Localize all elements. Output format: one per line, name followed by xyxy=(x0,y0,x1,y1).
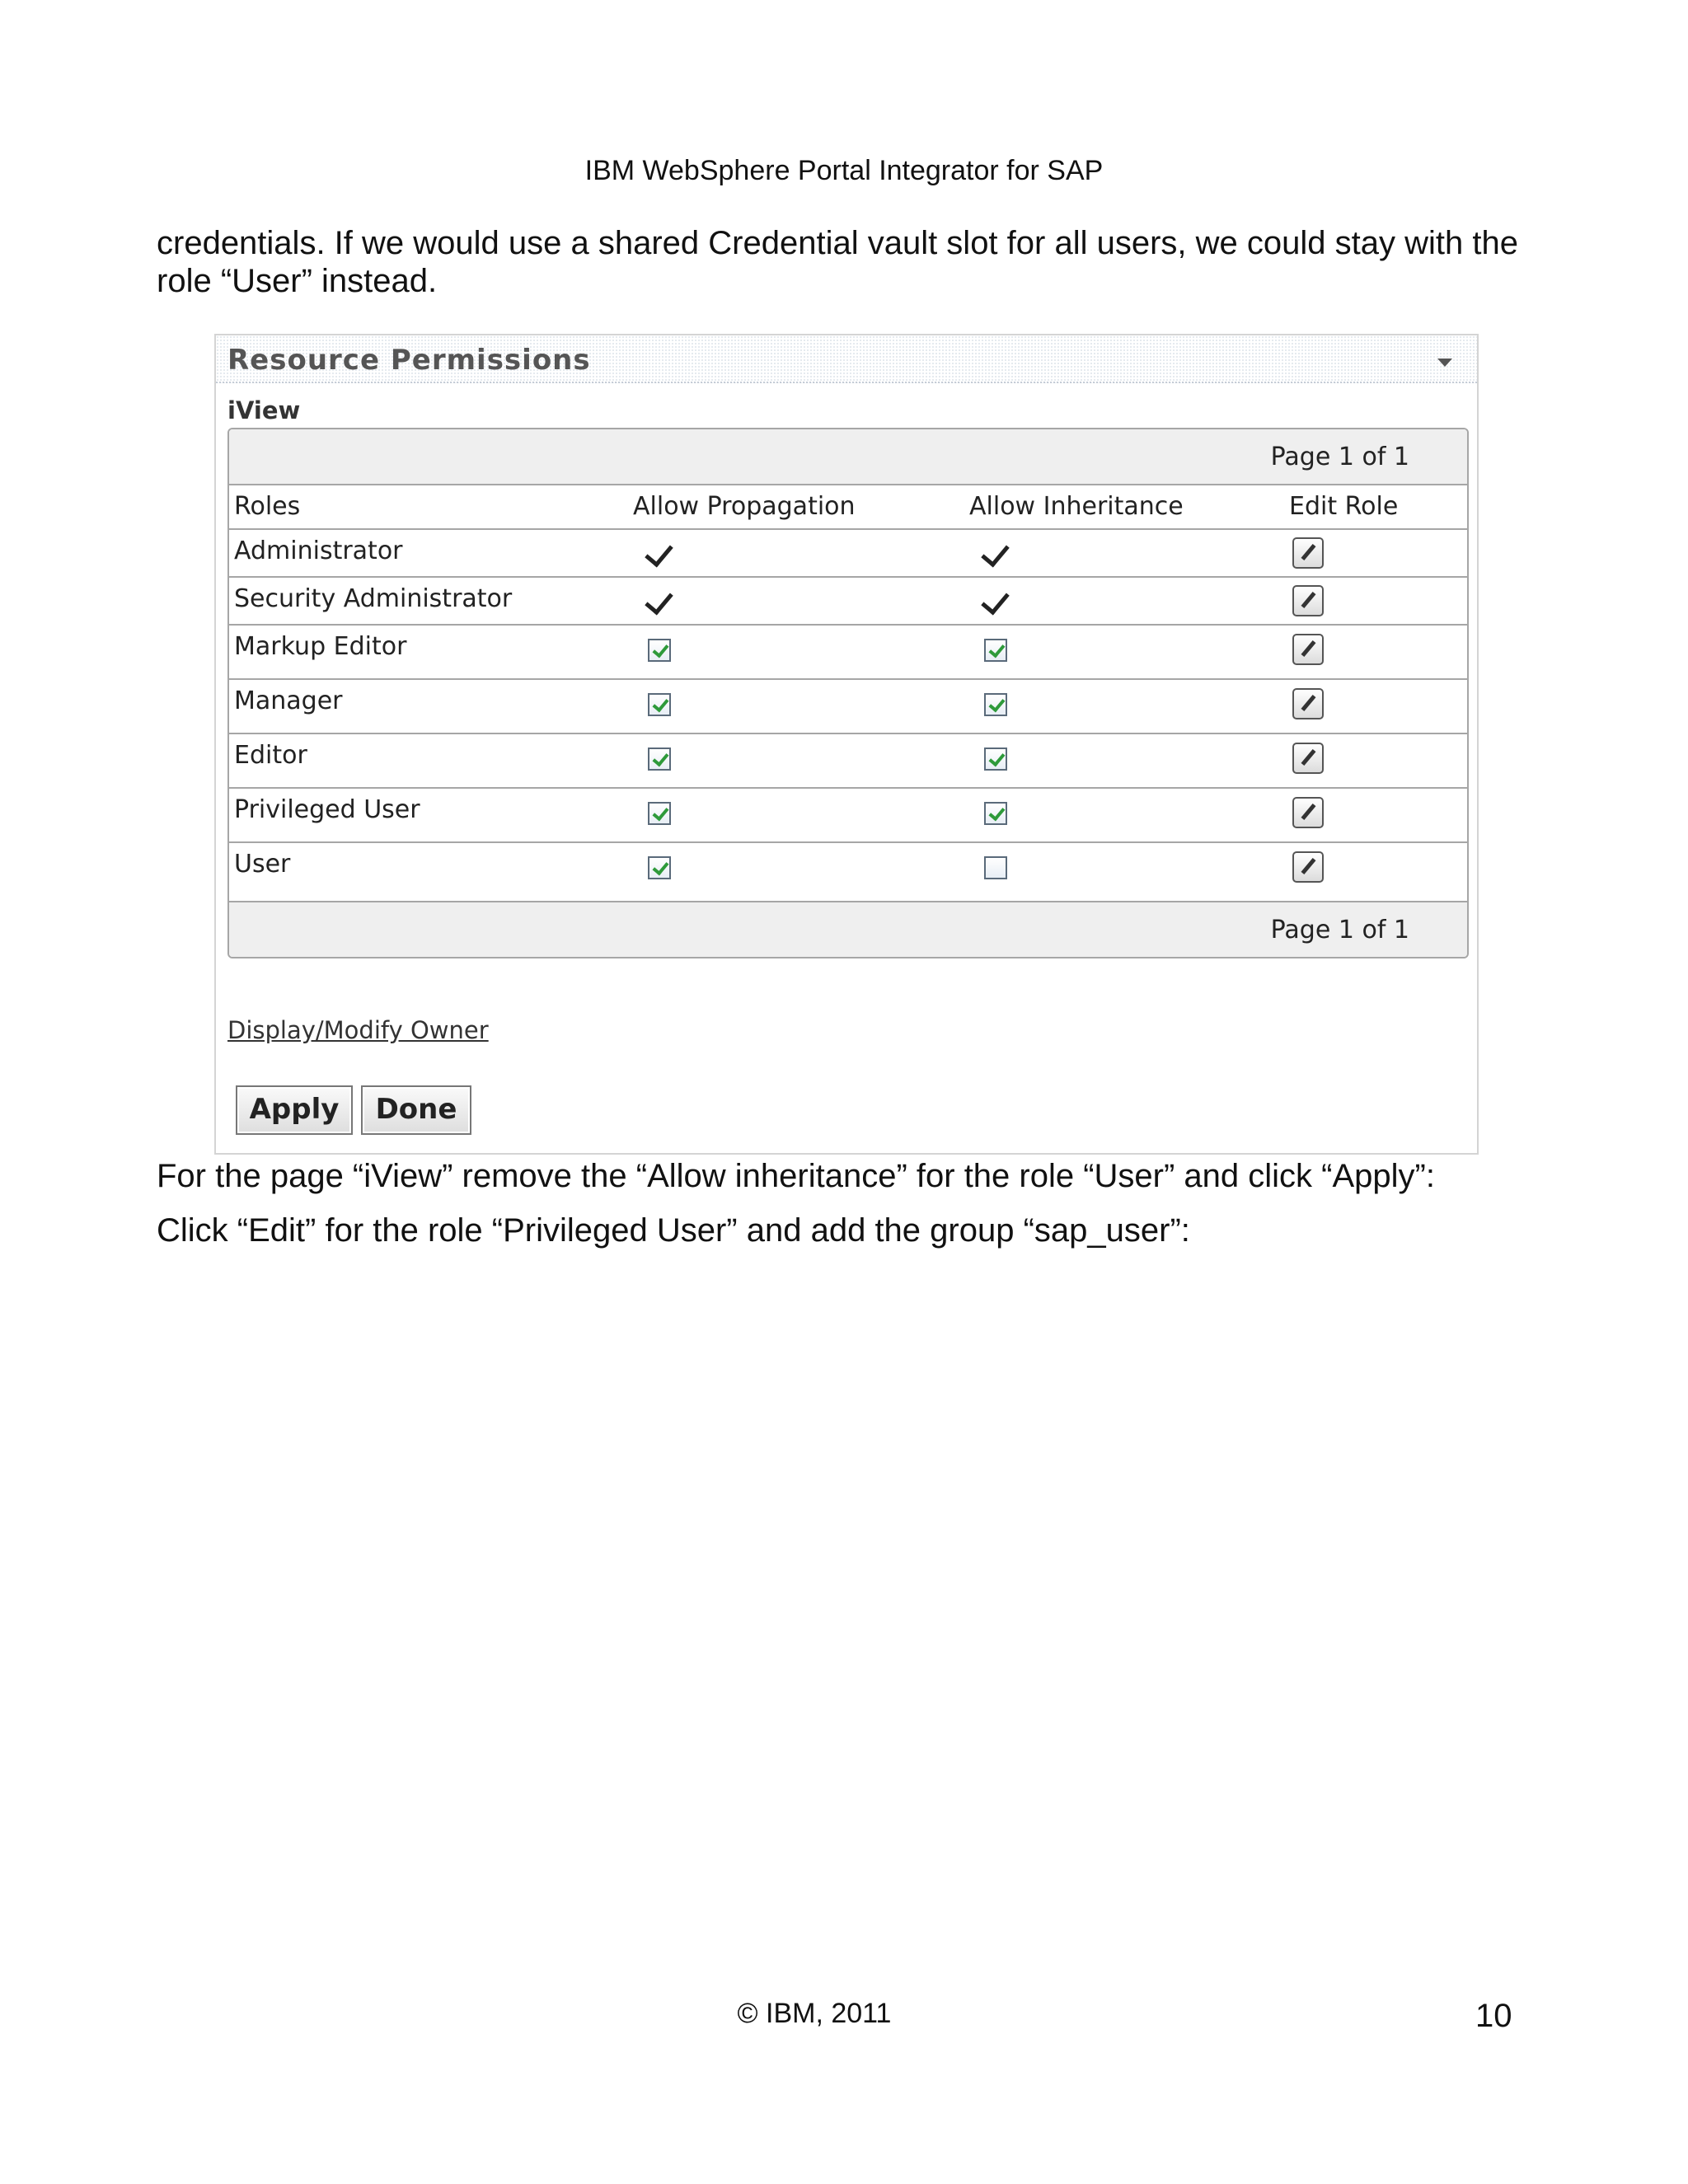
display-modify-owner-link[interactable]: Display/Modify Owner xyxy=(227,1016,489,1044)
table-row xyxy=(229,734,1467,789)
column-header-allow-inheritance: Allow Inheritance xyxy=(969,492,1184,521)
pager-top-text: Page 1 of 1 xyxy=(1270,443,1409,471)
apply-button[interactable]: Apply xyxy=(236,1085,353,1135)
table-row xyxy=(229,680,1467,734)
role-name: Manager xyxy=(234,687,343,715)
allow-propagation-checkbox[interactable] xyxy=(648,802,671,825)
allow-inheritance-checkbox[interactable] xyxy=(984,856,1007,879)
role-name: User xyxy=(234,850,291,879)
role-name: Security Administrator xyxy=(234,584,513,613)
role-name: Privileged User xyxy=(234,795,420,824)
column-header-allow-propagation: Allow Propagation xyxy=(633,492,856,521)
table-header-row xyxy=(229,485,1467,530)
intro-paragraph xyxy=(157,224,1558,300)
pencil-edit-icon[interactable] xyxy=(1292,797,1324,828)
table-row xyxy=(229,530,1467,578)
allow-propagation-checkbox[interactable] xyxy=(648,693,671,716)
table-row xyxy=(229,789,1467,843)
running-header: IBM WebSphere Portal Integrator for SAP xyxy=(584,155,1104,186)
resource-permissions-screenshot xyxy=(214,334,1479,1155)
allow-propagation-checkbox[interactable] xyxy=(648,748,671,771)
allow-propagation-checkbox[interactable] xyxy=(648,856,671,879)
pager-bottom-text: Page 1 of 1 xyxy=(1270,916,1409,944)
checkmark-icon xyxy=(645,586,673,616)
intro-line-2: role “User” instead. xyxy=(157,263,438,299)
pencil-edit-icon[interactable] xyxy=(1292,688,1324,719)
column-header-edit-role: Edit Role xyxy=(1289,492,1399,521)
pencil-edit-icon[interactable] xyxy=(1292,634,1324,665)
role-name: Markup Editor xyxy=(234,632,407,661)
done-button[interactable]: Done xyxy=(361,1085,471,1135)
allow-propagation-checkbox[interactable] xyxy=(648,639,671,662)
portlet-title-bar xyxy=(216,335,1477,383)
table-row xyxy=(229,626,1467,680)
column-header-roles: Roles xyxy=(234,492,301,521)
pencil-edit-icon[interactable] xyxy=(1292,585,1324,616)
portlet-title: Resource Permissions xyxy=(227,344,591,377)
checkmark-icon xyxy=(981,538,1009,568)
allow-inheritance-checkbox[interactable] xyxy=(984,693,1007,716)
table-row xyxy=(229,843,1467,901)
pager-bottom xyxy=(229,901,1467,958)
allow-inheritance-checkbox[interactable] xyxy=(984,802,1007,825)
role-name: Editor xyxy=(234,741,307,770)
pencil-edit-icon[interactable] xyxy=(1292,851,1324,883)
instruction-step-2: Click “Edit” for the role “Privileged User” and add the group “sap_user”: xyxy=(157,1212,1190,1249)
pencil-edit-icon[interactable] xyxy=(1292,537,1324,569)
checkmark-icon xyxy=(981,586,1009,616)
instruction-step-1: For the page “iView” remove the “Allow inheritance” for the role “User” and click “Apply”: xyxy=(157,1158,1435,1194)
copyright-footer: © IBM, 2011 xyxy=(737,1998,892,2029)
role-name: Administrator xyxy=(234,537,403,565)
pager-top xyxy=(229,429,1467,485)
chevron-down-icon[interactable] xyxy=(1437,359,1452,367)
allow-inheritance-checkbox[interactable] xyxy=(984,748,1007,771)
pencil-edit-icon[interactable] xyxy=(1292,743,1324,774)
allow-inheritance-checkbox[interactable] xyxy=(984,639,1007,662)
page-number: 10 xyxy=(1475,1998,1512,2034)
resource-label: iView xyxy=(227,396,301,424)
checkmark-icon xyxy=(645,538,673,568)
permissions-table xyxy=(227,428,1469,958)
intro-line-1: credentials. If we would use a shared Credential vault slot for all users, we could stay with the xyxy=(157,225,1518,261)
table-row xyxy=(229,578,1467,626)
